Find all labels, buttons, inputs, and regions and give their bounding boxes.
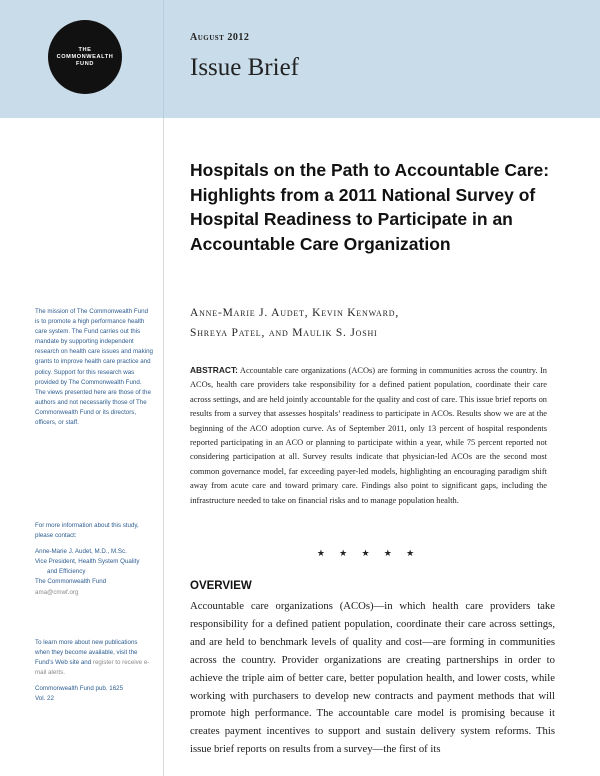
commonwealth-fund-logo [48, 20, 122, 94]
mission-text: The mission of The Commonwealth Fund is to promote a high performance health care system. The Fund carries out this mandate by supporting independent research on health care issues and making grants to improve health care practice and policy. Support for this research was provided by The Commonwealth Fund. The views presented here are those of the authors and not necessarily those of The Commonwealth Fund or its directors, officers, or staff. [35, 308, 153, 427]
sidebar-mission [35, 307, 153, 428]
document-title: Hospitals on the Path to Accountable Care: Highlights from a 2011 National Survey of Hospital Readiness to Participate in an Accountable Care Organization [190, 160, 550, 254]
author-line-1: Anne-Marie J. Audet, Kevin Kenward, [190, 307, 399, 319]
publication-date: August 2012 [190, 32, 250, 43]
abstract-text: Accountable care organizations (ACOs) are forming in communities across the country. In ACOs, health care providers take responsibility for a defined patient population, coordinate their care across settings, and are held jointly accountable for the quality and cost of care. This issue brief reports on results from a survey that assesses hospitals’ readiness to participate in ACOs. Results show we are at the beginning of the ACO adoption curve. As of September 2011, only 13 percent of hospital respondents reported participating in an ACO or planning to participate within a year, while 75 percent reported not considering participation at all. Survey results indicate that physician-led ACOs are the second most common governance model, far exceeding payer-led models, highlighting an encouraging paradigm shift away from acute care and toward primary care. Findings also point to significant gaps, including the infrastructure needed to take on financial risks and to manage population health. [190, 366, 547, 505]
contact-title-cont: and Efficiency [47, 568, 86, 576]
sidebar-contact [35, 521, 153, 598]
learn-more-text: To learn more about new publications when they become available, visit the Fund’s Web site and [35, 639, 138, 667]
pub-number: Commonwealth Fund pub. 1625 [35, 685, 124, 693]
contact-intro: For more information about this study, please contact: [35, 522, 139, 540]
logo-line-3: FUND [76, 60, 94, 67]
overview-heading: OVERVIEW [190, 580, 252, 592]
overview-text: Accountable care organizations (ACOs)—in which health care providers take responsibility for a defined patient population, coordinate their care across settings, and are held to benchmark levels of quality and cost—are forming in communities across the country. Provider organizations are creating partnerships in order to achieve the triple aim of better care, better population health, and lower costs, while working with purchasers to develop new contracts and payment methods that will promote high performance. The accountable care model is promising because it creates payment incentives to support and sustain delivery system reforms. This issue brief reports on results from a survey—the first of its [190, 600, 555, 756]
author-list [190, 303, 590, 343]
author-line-2: Shreya Patel, and Maulik S. Joshi [190, 327, 378, 339]
register-link[interactable]: register to receive e-mail alerts. [35, 659, 150, 677]
series-title: Issue Brief [190, 54, 299, 81]
contact-email-link[interactable]: ama@cmwf.org [35, 588, 79, 596]
header-divider [163, 0, 164, 118]
abstract-label: ABSTRACT: [190, 365, 238, 375]
logo-line-2: COMMONWEALTH [56, 53, 114, 60]
volume-number: Vol. 22 [35, 695, 54, 703]
contact-name: Anne-Marie J. Audet, M.D., M.Sc. [35, 548, 127, 556]
abstract [190, 363, 547, 508]
logo-line-1: THE [78, 46, 92, 53]
sidebar-learn-more [35, 638, 153, 705]
section-divider-stars: ★ ★ ★ ★ ★ [316, 548, 421, 558]
contact-title: Vice President, Health System Quality [35, 558, 140, 566]
contact-org: The Commonwealth Fund [35, 578, 107, 586]
